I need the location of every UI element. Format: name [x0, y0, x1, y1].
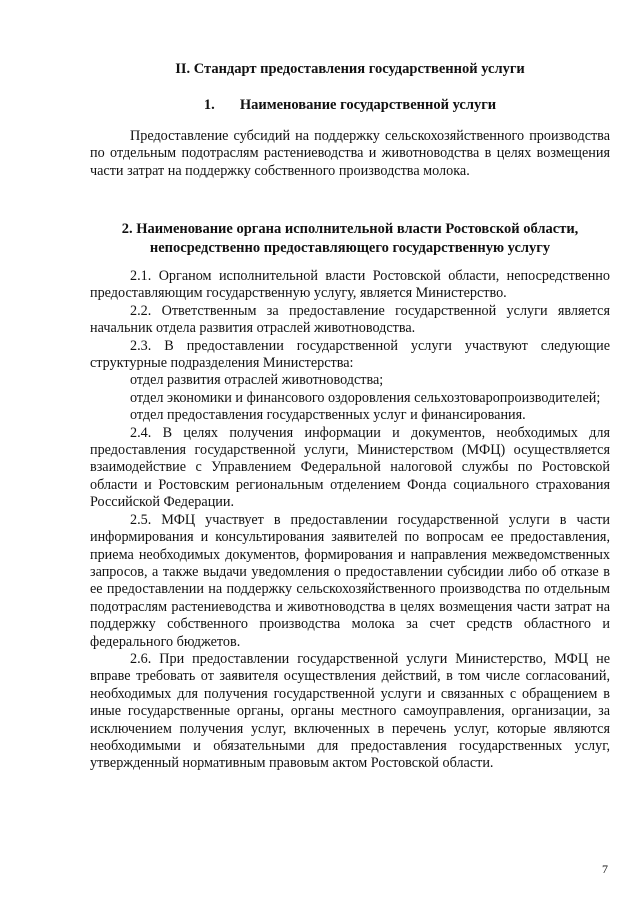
list-item-dept-2: отдел экономики и финансового оздоровления сельхозтоваропроизводителей;: [130, 389, 601, 406]
subsection-2-line-2: непосредственно предоставляющего государственную услугу: [149, 240, 551, 256]
list-item-dept-3: отдел предоставления государственных услуг и финансирования.: [130, 407, 526, 424]
subsection-2-heading: [90, 220, 610, 258]
subsection-1-number: 1.: [203, 97, 215, 113]
paragraph-2-1: 2.1. Органом исполнительной власти Ростовской области, непосредственно предоставляющим государственную услугу, является Министерство.: [90, 268, 610, 302]
list-item-dept-1: отдел развития отраслей животноводства;: [130, 372, 384, 389]
intro-paragraph: Предоставление субсидий на поддержку сельскохозяйственного производства по отдельным подотраслям растениеводства и животноводства в целях возмещения части затрат на поддержку собственного производства молока.: [90, 128, 610, 179]
intro-block: [90, 128, 610, 180]
subsection-2-line-1: 2. Наименование органа исполнительной власти Ростовской области,: [121, 221, 579, 237]
main-text-block: [90, 268, 610, 773]
paragraph-2-6: 2.6. При предоставлении государственной услуги Министерство, МФЦ не вправе требовать от заявителя осуществления действий, в том числе согласований, необходимых для получения государственной услуги и связанных с обращением в иные государственные органы, органы местного самоуправления, организации, за исключением получения услуг, включенных в перечень услуг, которые являются необходимыми и обязательными для предоставления государственных услуг, утвержденный нормативным правовым актом Ростовской области.: [90, 650, 610, 772]
paragraph-2-3: 2.3. В предоставлении государственной услуги участвуют следующие структурные подразделения Министерства:: [90, 337, 610, 372]
section-title: II. Стандарт предоставления государственной услуги: [175, 61, 525, 77]
subsection-1-title: Наименование государственной услуги: [239, 97, 497, 113]
paragraph-2-5: 2.5. МФЦ участвует в предоставлении государственной услуги в части информирования и консультирования заявителей по вопросам ее предоставления, приема необходимых документов, формирования и направления межведомственных запросов, а также выдачи уведомления о предоставлении субсидии либо об отказе в ее предоставлении на поддержку сельскохозяйственного производства по отдельным подотраслям растениеводства и животноводства в целях возмещения части затрат на поддержку собственного производства молока за счет средств областного и федерального бюджетов.: [90, 511, 610, 650]
paragraph-2-4: 2.4. В целях получения информации и документов, необходимых для предоставления государственной услуги, Министерством (МФЦ) осуществляется взаимодействие с Управлением Федеральной налоговой службы по Ростовской области и Ростовским региональным отделением Фонда социального страхования Российской Федерации.: [90, 424, 610, 511]
page-number: 7: [602, 862, 608, 876]
subsection-1-heading: [90, 96, 610, 115]
paragraph-2-2: 2.2. Ответственным за предоставление государственной услуги является начальник отдела развития отраслей животноводства.: [90, 302, 610, 337]
